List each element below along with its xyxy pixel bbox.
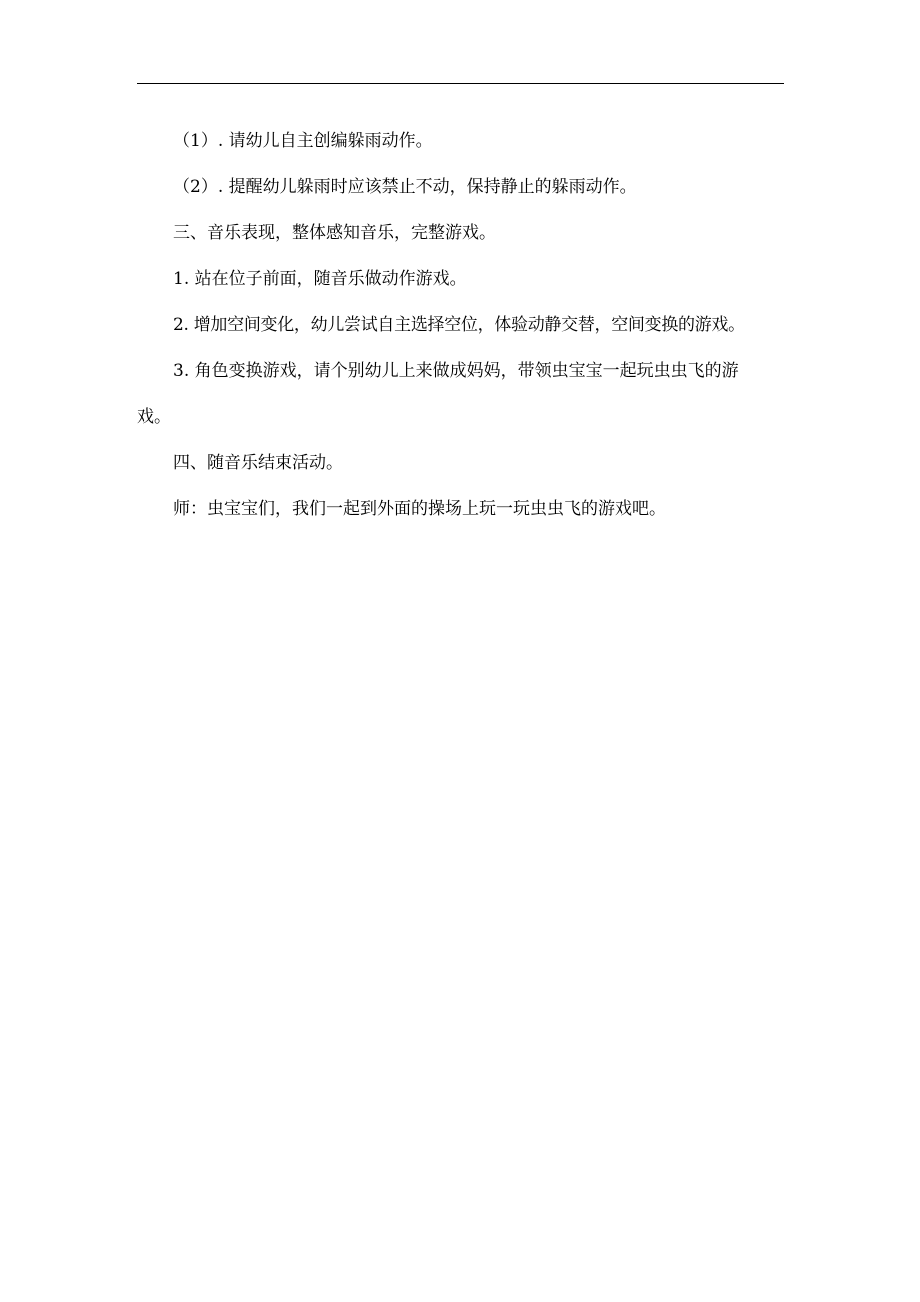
paragraph-teacher-line: 师：虫宝宝们，我们一起到外面的操场上玩一玩虫虫飞的游戏吧。 [173, 499, 666, 519]
document-body [137, 118, 787, 532]
paragraph-step-2: （2）. 提醒幼儿躲雨时应该禁止不动，保持静止的躲雨动作。 [173, 177, 637, 197]
paragraph-item-1: 1. 站在位子前面，随音乐做动作游戏。 [173, 269, 467, 289]
paragraph-step-1: （1）. 请幼儿自主创编躲雨动作。 [173, 131, 433, 151]
section-heading-end: 四、随音乐结束活动。 [173, 453, 343, 473]
paragraph-item-3: 3. 角色变换游戏，请个别幼儿上来做成妈妈，带领虫宝宝一起玩虫虫飞的游 [173, 361, 739, 381]
paragraph-item-2: 2. 增加空间变化，幼儿尝试自主选择空位，体验动静交替，空间变换的游戏。 [173, 315, 745, 335]
paragraph-item-3-continued: 戏。 [137, 407, 171, 427]
header-rule [137, 83, 784, 84]
section-heading-music: 三、音乐表现，整体感知音乐，完整游戏。 [173, 223, 496, 243]
